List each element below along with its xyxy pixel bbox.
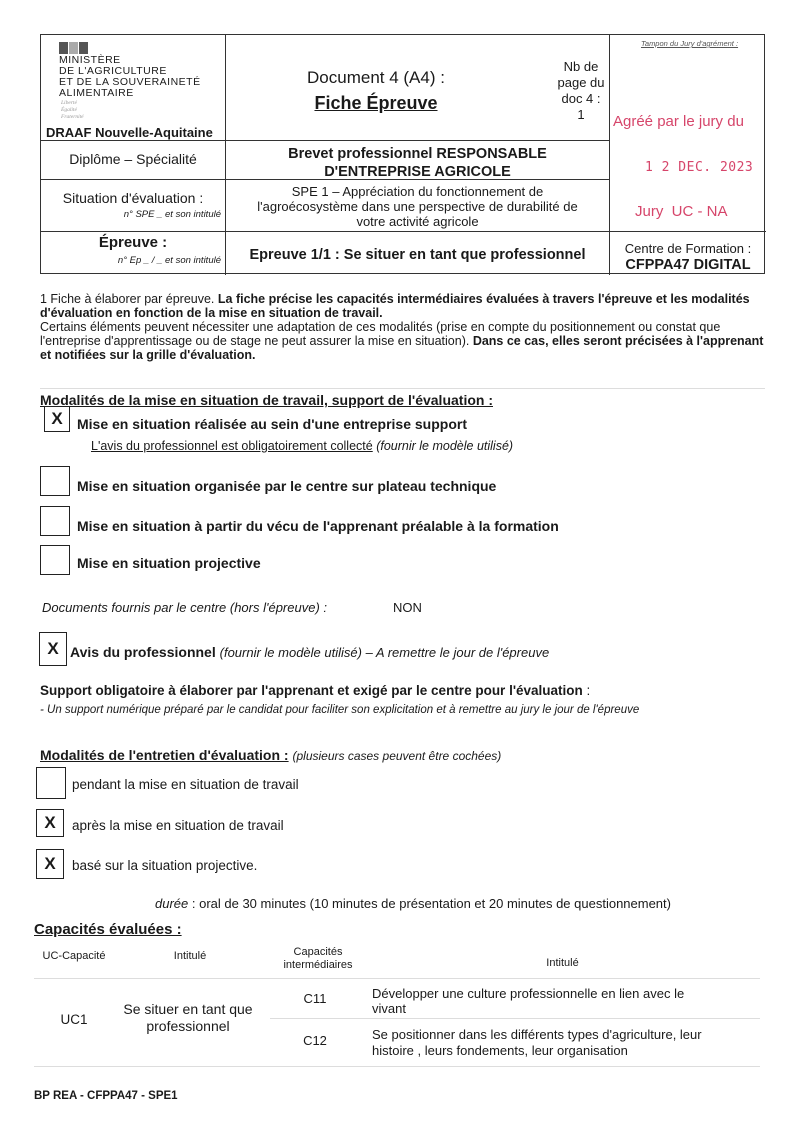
option-projective: Mise en situation projective [77, 555, 261, 571]
option-pendant: pendant la mise en situation de travail [72, 777, 299, 792]
support-heading: Support obligatoire à élaborer par l'apprenant et exigé par le centre pour l'évaluation : [40, 683, 591, 698]
cap-uc: UC1 [60, 1012, 88, 1027]
cap-col-intitule: Intitulé [173, 950, 207, 962]
stamp-approved: Agréé par le jury du [613, 113, 744, 130]
intro-paragraph-2: Certains éléments peuvent nécessiter une adaptation de ces modalités (prise en compte du positionnement ou constat que l'entreprise d'apprentissage ou de stage ne peut assurer la mise en situation). Dans ce cas, elles seront précisées à l'apprenant et notifiées sur la grille d'évaluation. [40, 320, 764, 362]
stamp-date: 1 2 DEC. 2023 [645, 160, 754, 175]
situation-label: Situation d'évaluation : [62, 190, 204, 206]
documents-label: Documents fournis par le centre (hors l'épreuve) : [42, 600, 327, 615]
stamp-jury: Jury UC - NA [635, 203, 728, 220]
capacites-heading: Capacités évaluées : [34, 921, 182, 938]
cap-row-code: C11 [303, 991, 327, 1006]
modalites-heading: Modalités de la mise en situation de travail, support de l'évaluation : [40, 392, 493, 408]
cap-col-uc: UC-Capacité [42, 950, 106, 962]
checkbox-avis[interactable]: X [39, 632, 67, 666]
cap-row-text: Développer une culture professionnelle en lien avec le vivant [372, 986, 685, 1016]
centre-value: CFPPA47 DIGITAL [625, 257, 751, 273]
checkbox-basee[interactable]: X [36, 849, 64, 879]
option-entreprise: Mise en situation réalisée au sein d'une entreprise support [77, 416, 467, 432]
checkbox-projective[interactable] [40, 545, 70, 575]
documents-value: NON [393, 600, 422, 615]
checkbox-vecu[interactable] [40, 506, 70, 536]
checkbox-plateau[interactable] [40, 466, 70, 496]
cap-row-code: C12 [303, 1033, 327, 1048]
option-entreprise-note: L'avis du professionnel est obligatoirement collecté (fournir le modèle utilisé) [91, 439, 514, 453]
stamp-caption: Tampon du Jury d'agrément : [641, 39, 739, 48]
intro-paragraph-1: 1 Fiche à élaborer par épreuve. La fiche précise les capacités intermédiaires évaluées à travers l'épreuve et les modalités d'évaluation en fonction de la mise en situation de travail. [40, 292, 750, 320]
checkbox-entreprise[interactable]: X [44, 406, 70, 432]
situation-sub: n° SPE _ et son intitulé [123, 209, 221, 220]
page-count: Nb de page du doc 4 : 1 [557, 59, 605, 122]
motto: Liberté Égalité Fraternité [61, 100, 84, 120]
diplome-value: Brevet professionnel RESPONSABLE D'ENTREPRISE AGRICOLE [288, 146, 547, 180]
option-plateau: Mise en situation organisée par le centre sur plateau technique [77, 478, 497, 494]
ministry-name: MINISTÈRE DE L'AGRICULTURE ET DE LA SOUVERAINETÉ ALIMENTAIRE [59, 54, 201, 99]
diplome-label: Diplôme – Spécialité [69, 151, 197, 167]
cap-table-line [34, 1066, 760, 1067]
epreuve-sub: n° Ep _ / _ et son intitulé [117, 255, 221, 266]
document-title: Document 4 (A4) : [307, 68, 445, 87]
divider [40, 388, 765, 389]
cap-col-intermediaires: Capacités intermédiaires [283, 946, 353, 971]
centre-label: Centre de Formation : [624, 241, 752, 256]
document-subtitle: Fiche Épreuve [314, 93, 438, 113]
option-vecu: Mise en situation à partir du vécu de l'apprenant préalable à la formation [77, 518, 559, 534]
cap-uc-title: Se situer en tant que professionnel [123, 1001, 253, 1034]
cap-table-line [34, 978, 760, 979]
cap-col-intitule-2: Intitulé [546, 957, 579, 969]
entretien-heading: Modalités de l'entretien d'évaluation : (plusieurs cases peuvent être cochées) [40, 747, 502, 763]
cap-row-text: Se positionner dans les différents types d'agriculture, leur histoire , leurs fondements, leur organisation [372, 1027, 702, 1058]
avis-professionnel: Avis du professionnel (fournir le modèle utilisé) – A remettre le jour de l'épreuve [70, 644, 550, 660]
option-basee: basé sur la situation projective. [72, 858, 258, 873]
duree: durée : oral de 30 minutes (10 minutes de présentation et 20 minutes de questionnement) [155, 896, 671, 911]
cap-table-line [270, 1018, 760, 1019]
option-apres: après la mise en situation de travail [72, 818, 284, 833]
footer: BP REA - CFPPA47 - SPE1 [34, 1090, 178, 1102]
region-name: DRAAF Nouvelle-Aquitaine [46, 125, 213, 140]
support-text: - Un support numérique préparé par le candidat pour faciliter son explicitation et à remettre au jury le jour de l'épreuve [40, 704, 640, 716]
situation-value: SPE 1 – Appréciation du fonctionnement de l'agroécosystème dans une perspective de durabilité de votre activité agricole [257, 184, 578, 229]
epreuve-label: Épreuve : [98, 234, 168, 251]
epreuve-value: Epreuve 1/1 : Se situer en tant que professionnel [249, 247, 586, 263]
checkbox-apres[interactable]: X [36, 809, 64, 837]
checkbox-pendant[interactable] [36, 767, 66, 799]
header-table [40, 34, 765, 274]
